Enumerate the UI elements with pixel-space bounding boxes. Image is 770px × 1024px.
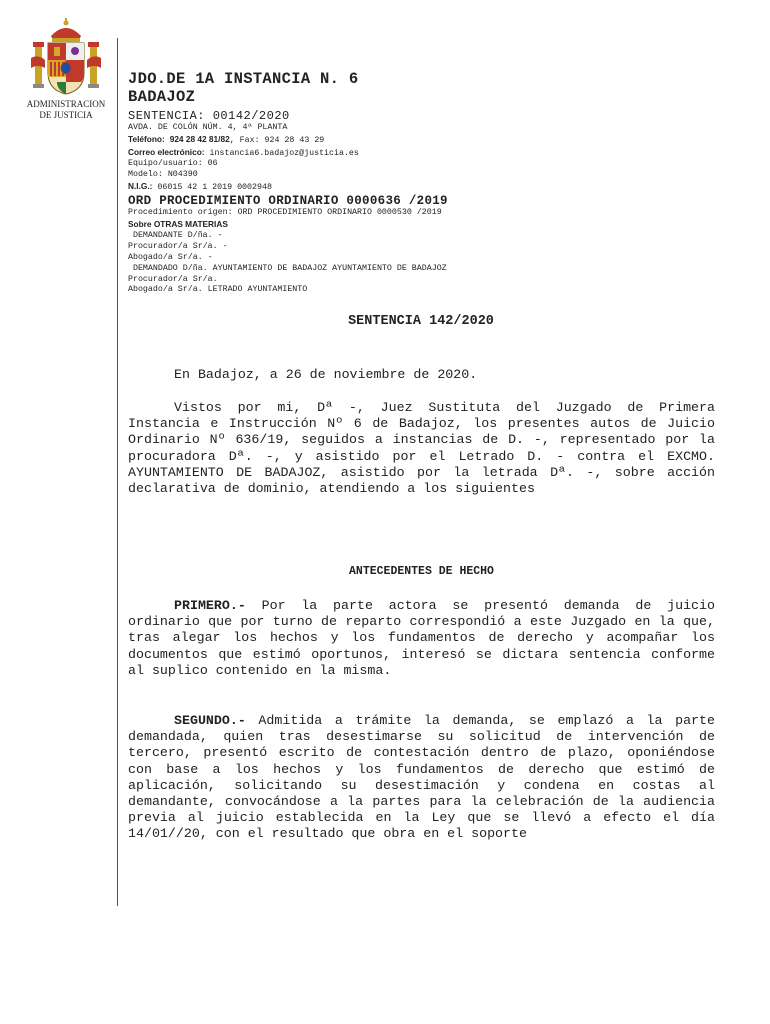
primero-paragraph [128,598,715,679]
procurador-demandante: Procurador/a Sr/a. - [128,242,228,252]
court-email-line [128,147,728,160]
email-label: Correo electrónico: [128,146,205,157]
modelo: Modelo: N04390 [128,170,198,180]
procedure-origin: Procedimiento origen: ORD PROCEDIMIENTO ORDINARIO 0000530 /2019 [128,207,442,217]
subject: Sobre OTRAS MATERIAS [128,218,228,229]
document-header [128,70,728,296]
demandado: DEMANDADO D/ña. AYUNTAMIENTO DE BADAJOZ AYUNTAMIENTO DE BADAJOZ [128,263,447,273]
sentencia-reference: SENTENCIA: 00142/2020 [128,109,290,123]
primero-label: PRIMERO.- [174,598,246,613]
equipo-usuario: Equipo/usuario: 06 [128,159,218,169]
vistos-text: Vistos por mi, Dª -, Juez Sustituta del Juzgado de Primera Instancia e Instrucción Nº 6 de Badajoz, los presentes autos de Juicio Ordinario Nº 636/19, seguidos a instancias de D. -, representado por la procuradora Dª. -, y asistido por el Letrado D. - contra el EXCMO. AYUNTAMIENTO DE BADAJOZ, asistido por la letrada Dª. -, sobre acción declarativa de dominio, atendiendo a los siguientes [128,400,715,497]
administracion-justicia-logo [20,18,112,120]
demandante: DEMANDANTE D/ña. - [128,231,223,241]
nig-value: 06015 42 1 2019 0002948 [152,182,272,192]
primero-text: Por la parte actora se presentó demanda de juicio ordinario que por turno de reparto correspondió a este Juzgado en la que, tras alegar los hechos y los fundamentos de derecho y acompañar los documentos que estimó oportunos, interesó se dictara sentencia conforme al suplico contenido en la misma. [128,598,715,678]
nig-label: N.I.G.: [128,180,153,191]
phone-value: 924 28 42 81/82 [169,133,230,144]
fax: , Fax: 924 28 43 29 [229,135,325,145]
procurador-demandado: Procurador/a Sr/a. [128,274,218,284]
court-address: AVDA. DE COLÓN NÚM. 4, 4ª PLANTA [128,123,288,132]
abogado-demandante: Abogado/a Sr/a. - [128,252,213,262]
margin-rule [117,38,118,906]
date-line: En Badajoz, a 26 de noviembre de 2020. [174,367,478,382]
phone-label: Teléfono: [128,133,165,144]
segundo-label: SEGUNDO.- [174,713,246,728]
subject-line [128,219,728,232]
court-phone-line [128,134,728,147]
logo-caption-line2: DE JUSTICIA [39,110,93,120]
date-paragraph [128,367,715,383]
court-city: BADAJOZ [128,88,196,106]
segundo-paragraph [128,713,715,843]
nig-line [128,181,728,194]
spanish-coat-of-arms-icon [27,18,105,98]
logo-caption-line1: ADMINISTRACION [26,99,106,109]
abogado-demandado: Abogado/a Sr/a. LETRADO AYUNTAMIENTO [128,285,308,295]
document-title: SENTENCIA 142/2020 [348,314,494,329]
vistos-paragraph [128,400,715,497]
section-heading-antecedentes: ANTECEDENTES DE HECHO [349,565,494,578]
court-name: JDO.DE 1A INSTANCIA N. 6 [128,70,359,88]
procedure-number: ORD PROCEDIMIENTO ORDINARIO 0000636 /2019 [128,193,448,208]
email-value: instancia6.badajoz@justicia.es [204,148,359,158]
segundo-text: Admitida a trámite la demanda, se emplazó a la parte demandada, quien tras desestimarse su solicitud de intervención de tercero, presentó escrito de contestación dentro de plazo, oponiéndose con base a los hechos y los fundamentos de derecho que estimó de aplicación, solicitando su desestimación y condena en costas al demandante, convocándose a la partes para la celebración de la audiencia previa al juicio establecida en la Ley que se llevó a efecto el día 14/01//20, con el resultado que obra en el soporte [128,713,715,842]
